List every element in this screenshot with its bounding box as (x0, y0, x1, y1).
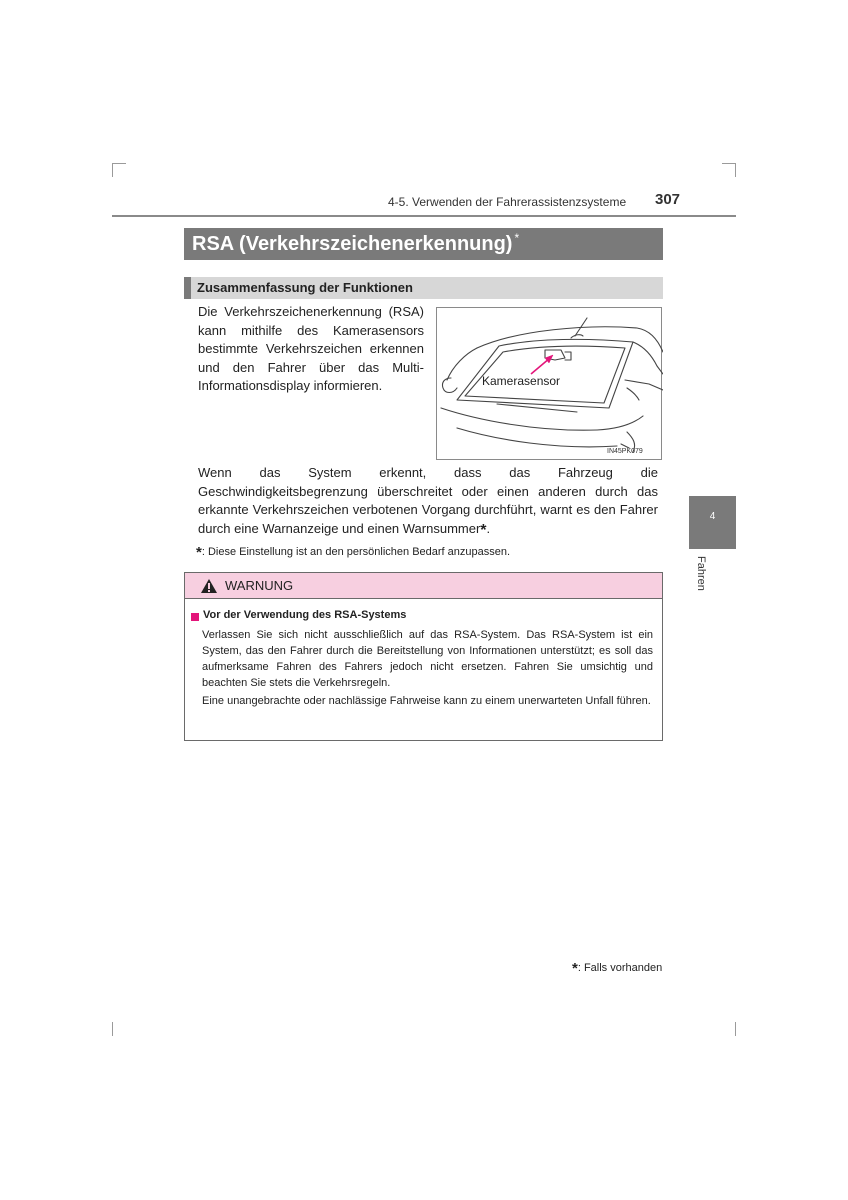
warning-paragraph-1: Verlassen Sie sich nicht ausschließlich auf das RSA-System. Das RSA-System ist ein System, das den Fahrer durch die Bereitstellung von Informationen unterstützt; es soll das aufmerksame Fahren des Fahrers jedoch nicht ersetzen. Fahren Sie umsichtig und beachten Sie stets die Verkehrsregeln. (202, 629, 653, 689)
crop-mark-bottom-left (112, 1022, 113, 1036)
warning-triangle-icon (200, 578, 218, 594)
page-title (184, 228, 663, 260)
page-number: 307 (655, 191, 681, 208)
main-paragraph-body: Wenn das System erkennt, dass das Fahrzeug die Geschwindigkeitsbegrenzung überschreitet oder einen anderen durch das erkannte Verkehrszeichen verbotenen Vorgang durchführt, warnt es den Fahrer durch eine Warnanzeige und einen Warnsummer (198, 465, 658, 536)
page-title-text: RSA (Verkehrszeichenerkennung) (192, 233, 513, 255)
warning-paragraph-2: Eine unangebrachte oder nachlässige Fahrweise kann zu einem unerwarteten Unfall führen. (202, 695, 651, 707)
availability-star: * (572, 960, 578, 977)
chapter-tab (689, 496, 736, 549)
crop-mark-top-right-h (722, 163, 736, 164)
availability-note (572, 960, 662, 977)
chapter-number: 4 (709, 511, 716, 522)
title-footnote-marker: * (514, 231, 520, 245)
crop-mark-top-right-v (735, 163, 736, 177)
footnote-star: * (196, 544, 202, 561)
warning-bullet-icon (191, 613, 199, 621)
warning-box (184, 572, 663, 741)
header-rule (112, 215, 736, 217)
footnote (196, 544, 666, 561)
main-paragraph-end: . (486, 520, 491, 536)
warning-label: WARNUNG (225, 578, 294, 593)
main-paragraph (198, 464, 658, 540)
footnote-marker: * (480, 521, 487, 539)
chapter-label: Fahren (695, 556, 707, 591)
figure-code: IN45PK079 (607, 448, 643, 455)
crop-mark-top-left-h (112, 163, 126, 164)
crop-mark-top-left-v (112, 163, 113, 177)
header-section-title: 4-5. Verwenden der Fahrerassistenzsysteme (388, 195, 627, 209)
figure-label-camera-sensor: Kamerasensor (482, 374, 561, 388)
warning-header (185, 573, 662, 599)
availability-text: : Falls vorhanden (577, 962, 663, 974)
camera-sensor-figure (436, 307, 662, 460)
intro-paragraph: Die Verkehrszeichenerkennung (RSA) kann mithilfe des Kamerasensors bestimmte Verkehrszeichen erkennen und den Fahrer über das Multi-Informationsdisplay informieren. (198, 304, 424, 393)
section-subheading: Zusammenfassung der Funktionen (184, 277, 663, 299)
crop-mark-bottom-right (735, 1022, 736, 1036)
warning-title: Vor der Verwendung des RSA-Systems (203, 609, 407, 621)
footnote-text: : Diese Einstellung ist an den persönlichen Bedarf anzupassen. (201, 546, 511, 558)
